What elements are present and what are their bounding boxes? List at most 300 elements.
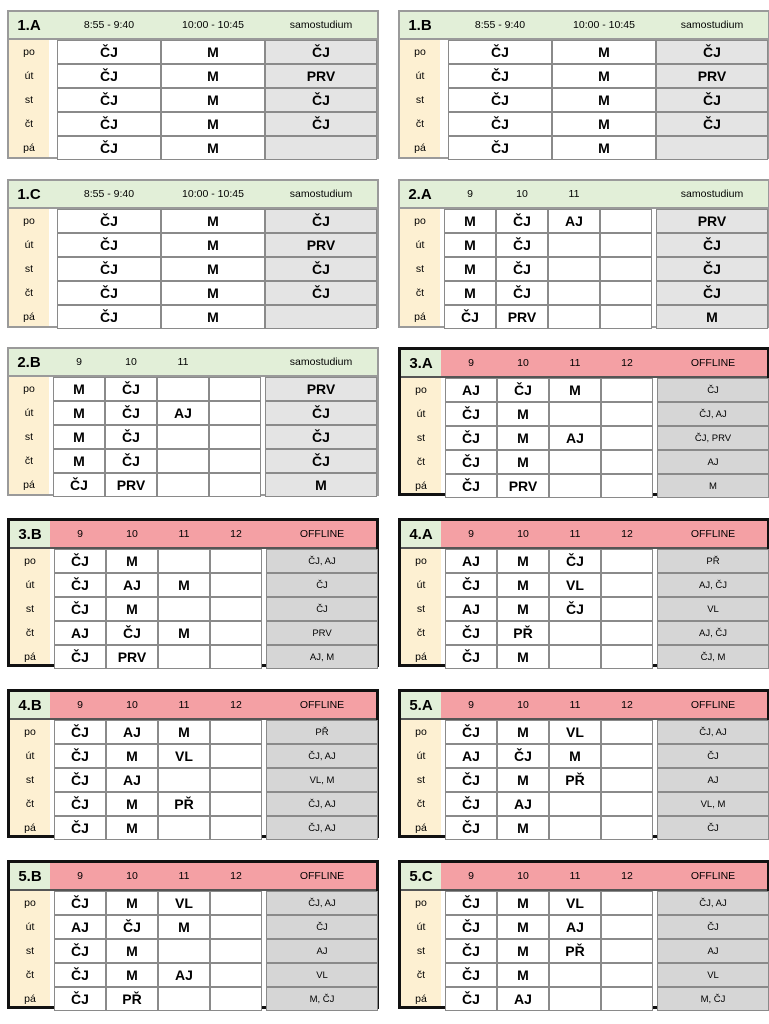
lesson-cell (601, 549, 653, 573)
period-header: 9 (468, 528, 474, 540)
lesson-cell: PŘ (549, 939, 601, 963)
period-header: 8:55 - 9:40 (474, 19, 526, 31)
lesson-cell (210, 915, 262, 939)
period-header: 9 (77, 528, 83, 540)
lesson-cell: ČJ (54, 816, 106, 840)
class-timetable (398, 518, 769, 667)
class-label: 1.A (9, 12, 49, 38)
offline-cell: ČJ (657, 816, 769, 840)
lesson-cell: M (161, 257, 265, 281)
class-label: 1.B (400, 12, 440, 38)
day-label: st (416, 945, 426, 957)
day-label: po (415, 726, 427, 738)
lesson-cell: M (53, 377, 105, 401)
lesson-cell: ČJ (445, 621, 497, 645)
self-study-cell: ČJ (656, 257, 768, 281)
timetable-header (9, 181, 377, 209)
lesson-cell (157, 377, 209, 401)
class-label: 5.A (401, 692, 441, 718)
offline-cell: ČJ (266, 597, 378, 621)
lesson-cell (158, 987, 210, 1011)
day-label: st (25, 774, 35, 786)
lesson-cell: VL (158, 744, 210, 768)
day-label: st (25, 945, 35, 957)
self-study-cell: PRV (656, 64, 768, 88)
lesson-cell (601, 963, 653, 987)
day-label: út (415, 239, 425, 251)
self-study-cell: PRV (265, 64, 377, 88)
self-study-cell: PRV (265, 377, 377, 401)
lesson-cell: ČJ (54, 891, 106, 915)
class-timetable (7, 10, 379, 159)
lesson-cell: ČJ (448, 88, 552, 112)
period-header: 12 (621, 357, 633, 369)
day-label: út (416, 408, 426, 420)
lesson-cell: M (497, 426, 549, 450)
period-header: 11 (569, 699, 581, 711)
lesson-cell (600, 233, 652, 257)
offline-cell: ČJ, AJ (266, 549, 378, 573)
lesson-cell: ČJ (106, 915, 158, 939)
period-header: 8:55 - 9:40 (83, 19, 135, 31)
offline-cell: AJ (657, 768, 769, 792)
self-study-cell: ČJ (656, 233, 768, 257)
lesson-cell: VL (549, 573, 601, 597)
lesson-cell: M (497, 549, 549, 573)
lesson-cell: M (552, 64, 656, 88)
lesson-cell: M (497, 963, 549, 987)
period-header: 9 (468, 870, 474, 882)
period-header: samostudium (289, 19, 353, 31)
lesson-cell: ČJ (445, 402, 497, 426)
lesson-cell: VL (158, 891, 210, 915)
lesson-cell: M (497, 768, 549, 792)
offline-cell: ČJ (657, 744, 769, 768)
lesson-cell: M (497, 450, 549, 474)
period-header: 11 (177, 356, 189, 368)
lesson-cell (210, 597, 262, 621)
lesson-cell (601, 621, 653, 645)
lesson-cell: ČJ (54, 549, 106, 573)
lesson-cell (600, 257, 652, 281)
lesson-cell: M (106, 792, 158, 816)
lesson-cell: ČJ (445, 987, 497, 1011)
day-label: pá (414, 311, 426, 323)
day-label: čt (25, 627, 35, 639)
timetable-header (401, 692, 767, 720)
self-study-cell: ČJ (656, 40, 768, 64)
day-label: po (414, 215, 426, 227)
lesson-cell (549, 402, 601, 426)
offline-cell: ČJ, PRV (657, 426, 769, 450)
lesson-cell (601, 744, 653, 768)
day-label: pá (24, 993, 36, 1005)
lesson-cell (210, 621, 262, 645)
day-label: út (416, 921, 426, 933)
class-timetable (7, 179, 379, 328)
lesson-cell (601, 720, 653, 744)
offline-cell: AJ, ČJ (657, 573, 769, 597)
day-label: po (415, 384, 427, 396)
lesson-cell (601, 768, 653, 792)
lesson-cell: AJ (549, 426, 601, 450)
period-header: 11 (178, 528, 190, 540)
lesson-cell: M (158, 720, 210, 744)
period-header: 9 (77, 699, 83, 711)
lesson-cell (158, 549, 210, 573)
lesson-cell (209, 401, 261, 425)
self-study-cell: ČJ (265, 401, 377, 425)
period-header: 11 (178, 699, 190, 711)
period-header: OFFLINE (299, 528, 345, 540)
day-label: po (23, 383, 35, 395)
period-header: 12 (230, 870, 242, 882)
class-label: 5.C (401, 863, 441, 889)
lesson-cell: M (158, 915, 210, 939)
period-header: 10 (125, 356, 137, 368)
period-header: 11 (568, 188, 580, 200)
class-label: 1.C (9, 181, 49, 207)
period-header: 9 (468, 357, 474, 369)
lesson-cell: PRV (106, 645, 158, 669)
offline-cell: VL (657, 963, 769, 987)
offline-cell: M, ČJ (266, 987, 378, 1011)
lesson-cell (158, 597, 210, 621)
lesson-cell: M (161, 209, 265, 233)
offline-cell: AJ, ČJ (657, 621, 769, 645)
lesson-cell: AJ (445, 744, 497, 768)
offline-cell: VL, M (266, 768, 378, 792)
period-header: 10 (517, 699, 529, 711)
day-label: pá (415, 822, 427, 834)
lesson-cell (210, 768, 262, 792)
class-timetable (398, 10, 769, 159)
period-header: samostudium (680, 188, 744, 200)
lesson-cell (600, 305, 652, 329)
day-label: st (416, 432, 426, 444)
offline-cell: ČJ, AJ (266, 792, 378, 816)
lesson-cell: M (549, 378, 601, 402)
period-header: OFFLINE (690, 357, 736, 369)
class-label: 2.B (9, 349, 49, 375)
offline-cell: PŘ (266, 720, 378, 744)
lesson-cell (210, 573, 262, 597)
lesson-cell: AJ (549, 915, 601, 939)
lesson-cell: ČJ (54, 573, 106, 597)
timetable-header (9, 12, 377, 40)
lesson-cell: AJ (106, 720, 158, 744)
day-label: út (415, 70, 425, 82)
lesson-cell: M (106, 549, 158, 573)
lesson-cell (601, 792, 653, 816)
lesson-cell (549, 792, 601, 816)
day-label: pá (415, 651, 427, 663)
lesson-cell: ČJ (445, 792, 497, 816)
lesson-cell: VL (549, 720, 601, 744)
lesson-cell: M (497, 402, 549, 426)
day-label: pá (415, 480, 427, 492)
lesson-cell (210, 816, 262, 840)
lesson-cell: M (444, 257, 496, 281)
lesson-cell: PŘ (549, 768, 601, 792)
class-timetable (7, 518, 379, 667)
lesson-cell (601, 450, 653, 474)
class-timetable (398, 179, 769, 328)
class-timetable (7, 347, 379, 496)
period-header: 11 (569, 870, 581, 882)
day-label: pá (23, 479, 35, 491)
period-header: 12 (230, 699, 242, 711)
offline-cell: VL (657, 597, 769, 621)
lesson-cell: ČJ (445, 720, 497, 744)
lesson-cell: PŘ (158, 792, 210, 816)
lesson-cell: ČJ (448, 136, 552, 160)
lesson-cell: ČJ (57, 112, 161, 136)
period-header: OFFLINE (299, 699, 345, 711)
day-label: po (415, 897, 427, 909)
period-header: 11 (569, 357, 581, 369)
lesson-cell: M (497, 645, 549, 669)
lesson-cell (601, 573, 653, 597)
lesson-cell: ČJ (57, 209, 161, 233)
day-label: po (23, 46, 35, 58)
period-header: 10 (516, 188, 528, 200)
lesson-cell: M (497, 720, 549, 744)
lesson-cell: ČJ (445, 426, 497, 450)
class-label: 3.B (10, 521, 50, 547)
offline-cell: AJ (657, 450, 769, 474)
lesson-cell: ČJ (496, 233, 548, 257)
day-label: po (415, 555, 427, 567)
lesson-cell: M (106, 816, 158, 840)
lesson-cell: ČJ (54, 963, 106, 987)
lesson-cell (601, 891, 653, 915)
lesson-cell: M (161, 233, 265, 257)
self-study-cell: ČJ (656, 112, 768, 136)
lesson-cell: M (552, 136, 656, 160)
period-header: 9 (76, 356, 82, 368)
day-label: po (24, 897, 36, 909)
period-header: 10 (517, 528, 529, 540)
lesson-cell: M (497, 816, 549, 840)
lesson-cell: ČJ (57, 40, 161, 64)
lesson-cell: AJ (497, 987, 549, 1011)
day-label: pá (414, 142, 426, 154)
lesson-cell (210, 987, 262, 1011)
class-label: 4.A (401, 521, 441, 547)
day-label: út (24, 239, 34, 251)
lesson-cell (549, 816, 601, 840)
lesson-cell (601, 987, 653, 1011)
day-label: pá (24, 651, 36, 663)
lesson-cell: ČJ (54, 939, 106, 963)
lesson-cell (549, 621, 601, 645)
period-header: 8:55 - 9:40 (83, 188, 135, 200)
lesson-cell: ČJ (445, 573, 497, 597)
lesson-cell (601, 816, 653, 840)
day-label: čt (25, 798, 35, 810)
period-header: 10:00 - 10:45 (182, 188, 244, 200)
offline-cell: M, ČJ (657, 987, 769, 1011)
lesson-cell: AJ (445, 378, 497, 402)
lesson-cell (548, 257, 600, 281)
self-study-cell (265, 136, 377, 160)
day-label: út (24, 407, 34, 419)
period-header: samostudium (289, 356, 353, 368)
lesson-cell: ČJ (445, 474, 497, 498)
lesson-cell (549, 450, 601, 474)
lesson-cell: ČJ (445, 915, 497, 939)
day-label: po (414, 46, 426, 58)
lesson-cell: ČJ (497, 378, 549, 402)
period-header: OFFLINE (690, 870, 736, 882)
lesson-cell: ČJ (54, 987, 106, 1011)
lesson-cell (158, 816, 210, 840)
lesson-cell (601, 915, 653, 939)
self-study-cell: M (656, 305, 768, 329)
class-timetable (398, 347, 769, 496)
period-header: 10 (517, 870, 529, 882)
offline-cell: ČJ, AJ (266, 891, 378, 915)
self-study-cell: ČJ (265, 88, 377, 112)
lesson-cell (549, 645, 601, 669)
lesson-cell (601, 426, 653, 450)
period-header: 12 (621, 699, 633, 711)
lesson-cell: AJ (157, 401, 209, 425)
lesson-cell: ČJ (54, 792, 106, 816)
lesson-cell: M (161, 281, 265, 305)
day-label: pá (415, 993, 427, 1005)
lesson-cell: M (53, 401, 105, 425)
offline-cell: PŘ (657, 549, 769, 573)
lesson-cell: M (552, 112, 656, 136)
period-header: 12 (621, 870, 633, 882)
self-study-cell (265, 305, 377, 329)
lesson-cell: M (53, 425, 105, 449)
lesson-cell: ČJ (549, 549, 601, 573)
day-label: st (24, 263, 34, 275)
day-label: st (415, 94, 425, 106)
lesson-cell (600, 281, 652, 305)
lesson-cell (209, 377, 261, 401)
lesson-cell (210, 963, 262, 987)
period-header: OFFLINE (690, 699, 736, 711)
lesson-cell: ČJ (444, 305, 496, 329)
lesson-cell: AJ (497, 792, 549, 816)
period-header: OFFLINE (690, 528, 736, 540)
lesson-cell: M (53, 449, 105, 473)
lesson-cell: M (552, 88, 656, 112)
lesson-cell (210, 744, 262, 768)
self-study-cell: ČJ (656, 88, 768, 112)
lesson-cell: ČJ (57, 233, 161, 257)
self-study-cell: ČJ (265, 112, 377, 136)
day-label: pá (24, 822, 36, 834)
lesson-cell: ČJ (448, 64, 552, 88)
period-header: 9 (468, 699, 474, 711)
period-header: 10 (517, 357, 529, 369)
lesson-cell (157, 473, 209, 497)
lesson-cell: ČJ (57, 64, 161, 88)
offline-cell: VL (266, 963, 378, 987)
lesson-cell: M (497, 597, 549, 621)
lesson-cell: ČJ (54, 720, 106, 744)
timetable-header (10, 521, 376, 549)
day-label: út (416, 579, 426, 591)
lesson-cell: ČJ (496, 281, 548, 305)
day-label: čt (24, 287, 34, 299)
offline-cell: ČJ (266, 573, 378, 597)
lesson-cell (157, 449, 209, 473)
lesson-cell: ČJ (445, 645, 497, 669)
lesson-cell: M (106, 939, 158, 963)
lesson-cell: ČJ (54, 645, 106, 669)
lesson-cell: M (106, 744, 158, 768)
period-header: 10 (126, 528, 138, 540)
offline-cell: ČJ, AJ (266, 816, 378, 840)
lesson-cell: PRV (496, 305, 548, 329)
lesson-cell: ČJ (448, 40, 552, 64)
period-header: 10 (126, 870, 138, 882)
lesson-cell (601, 939, 653, 963)
lesson-cell: M (161, 305, 265, 329)
offline-cell: ČJ (657, 378, 769, 402)
lesson-cell (601, 645, 653, 669)
offline-cell: ČJ (266, 915, 378, 939)
lesson-cell: M (106, 891, 158, 915)
lesson-cell: ČJ (54, 768, 106, 792)
lesson-cell: ČJ (445, 891, 497, 915)
class-timetable (7, 860, 379, 1009)
lesson-cell: ČJ (445, 939, 497, 963)
lesson-cell: ČJ (57, 136, 161, 160)
self-study-cell: ČJ (265, 40, 377, 64)
lesson-cell: M (549, 744, 601, 768)
lesson-cell: M (106, 597, 158, 621)
lesson-cell: ČJ (445, 963, 497, 987)
self-study-cell: ČJ (265, 209, 377, 233)
class-label: 5.B (10, 863, 50, 889)
self-study-cell: ČJ (265, 425, 377, 449)
day-label: čt (416, 456, 426, 468)
lesson-cell (601, 402, 653, 426)
period-header: OFFLINE (299, 870, 345, 882)
lesson-cell: M (444, 281, 496, 305)
self-study-cell: ČJ (265, 449, 377, 473)
lesson-cell: ČJ (54, 744, 106, 768)
self-study-cell: PRV (265, 233, 377, 257)
offline-cell: ČJ, M (657, 645, 769, 669)
timetable-header (401, 350, 767, 378)
timetable-header (401, 863, 767, 891)
day-label: st (24, 94, 34, 106)
lesson-cell: M (161, 40, 265, 64)
lesson-cell: M (497, 939, 549, 963)
lesson-cell: ČJ (445, 450, 497, 474)
lesson-cell (549, 963, 601, 987)
class-timetable (7, 689, 379, 838)
day-label: út (25, 579, 35, 591)
lesson-cell (601, 597, 653, 621)
period-header: 12 (621, 528, 633, 540)
lesson-cell: AJ (54, 621, 106, 645)
lesson-cell (209, 449, 261, 473)
lesson-cell: M (158, 621, 210, 645)
lesson-cell (209, 425, 261, 449)
lesson-cell: ČJ (105, 425, 157, 449)
lesson-cell: M (497, 573, 549, 597)
lesson-cell: ČJ (54, 597, 106, 621)
